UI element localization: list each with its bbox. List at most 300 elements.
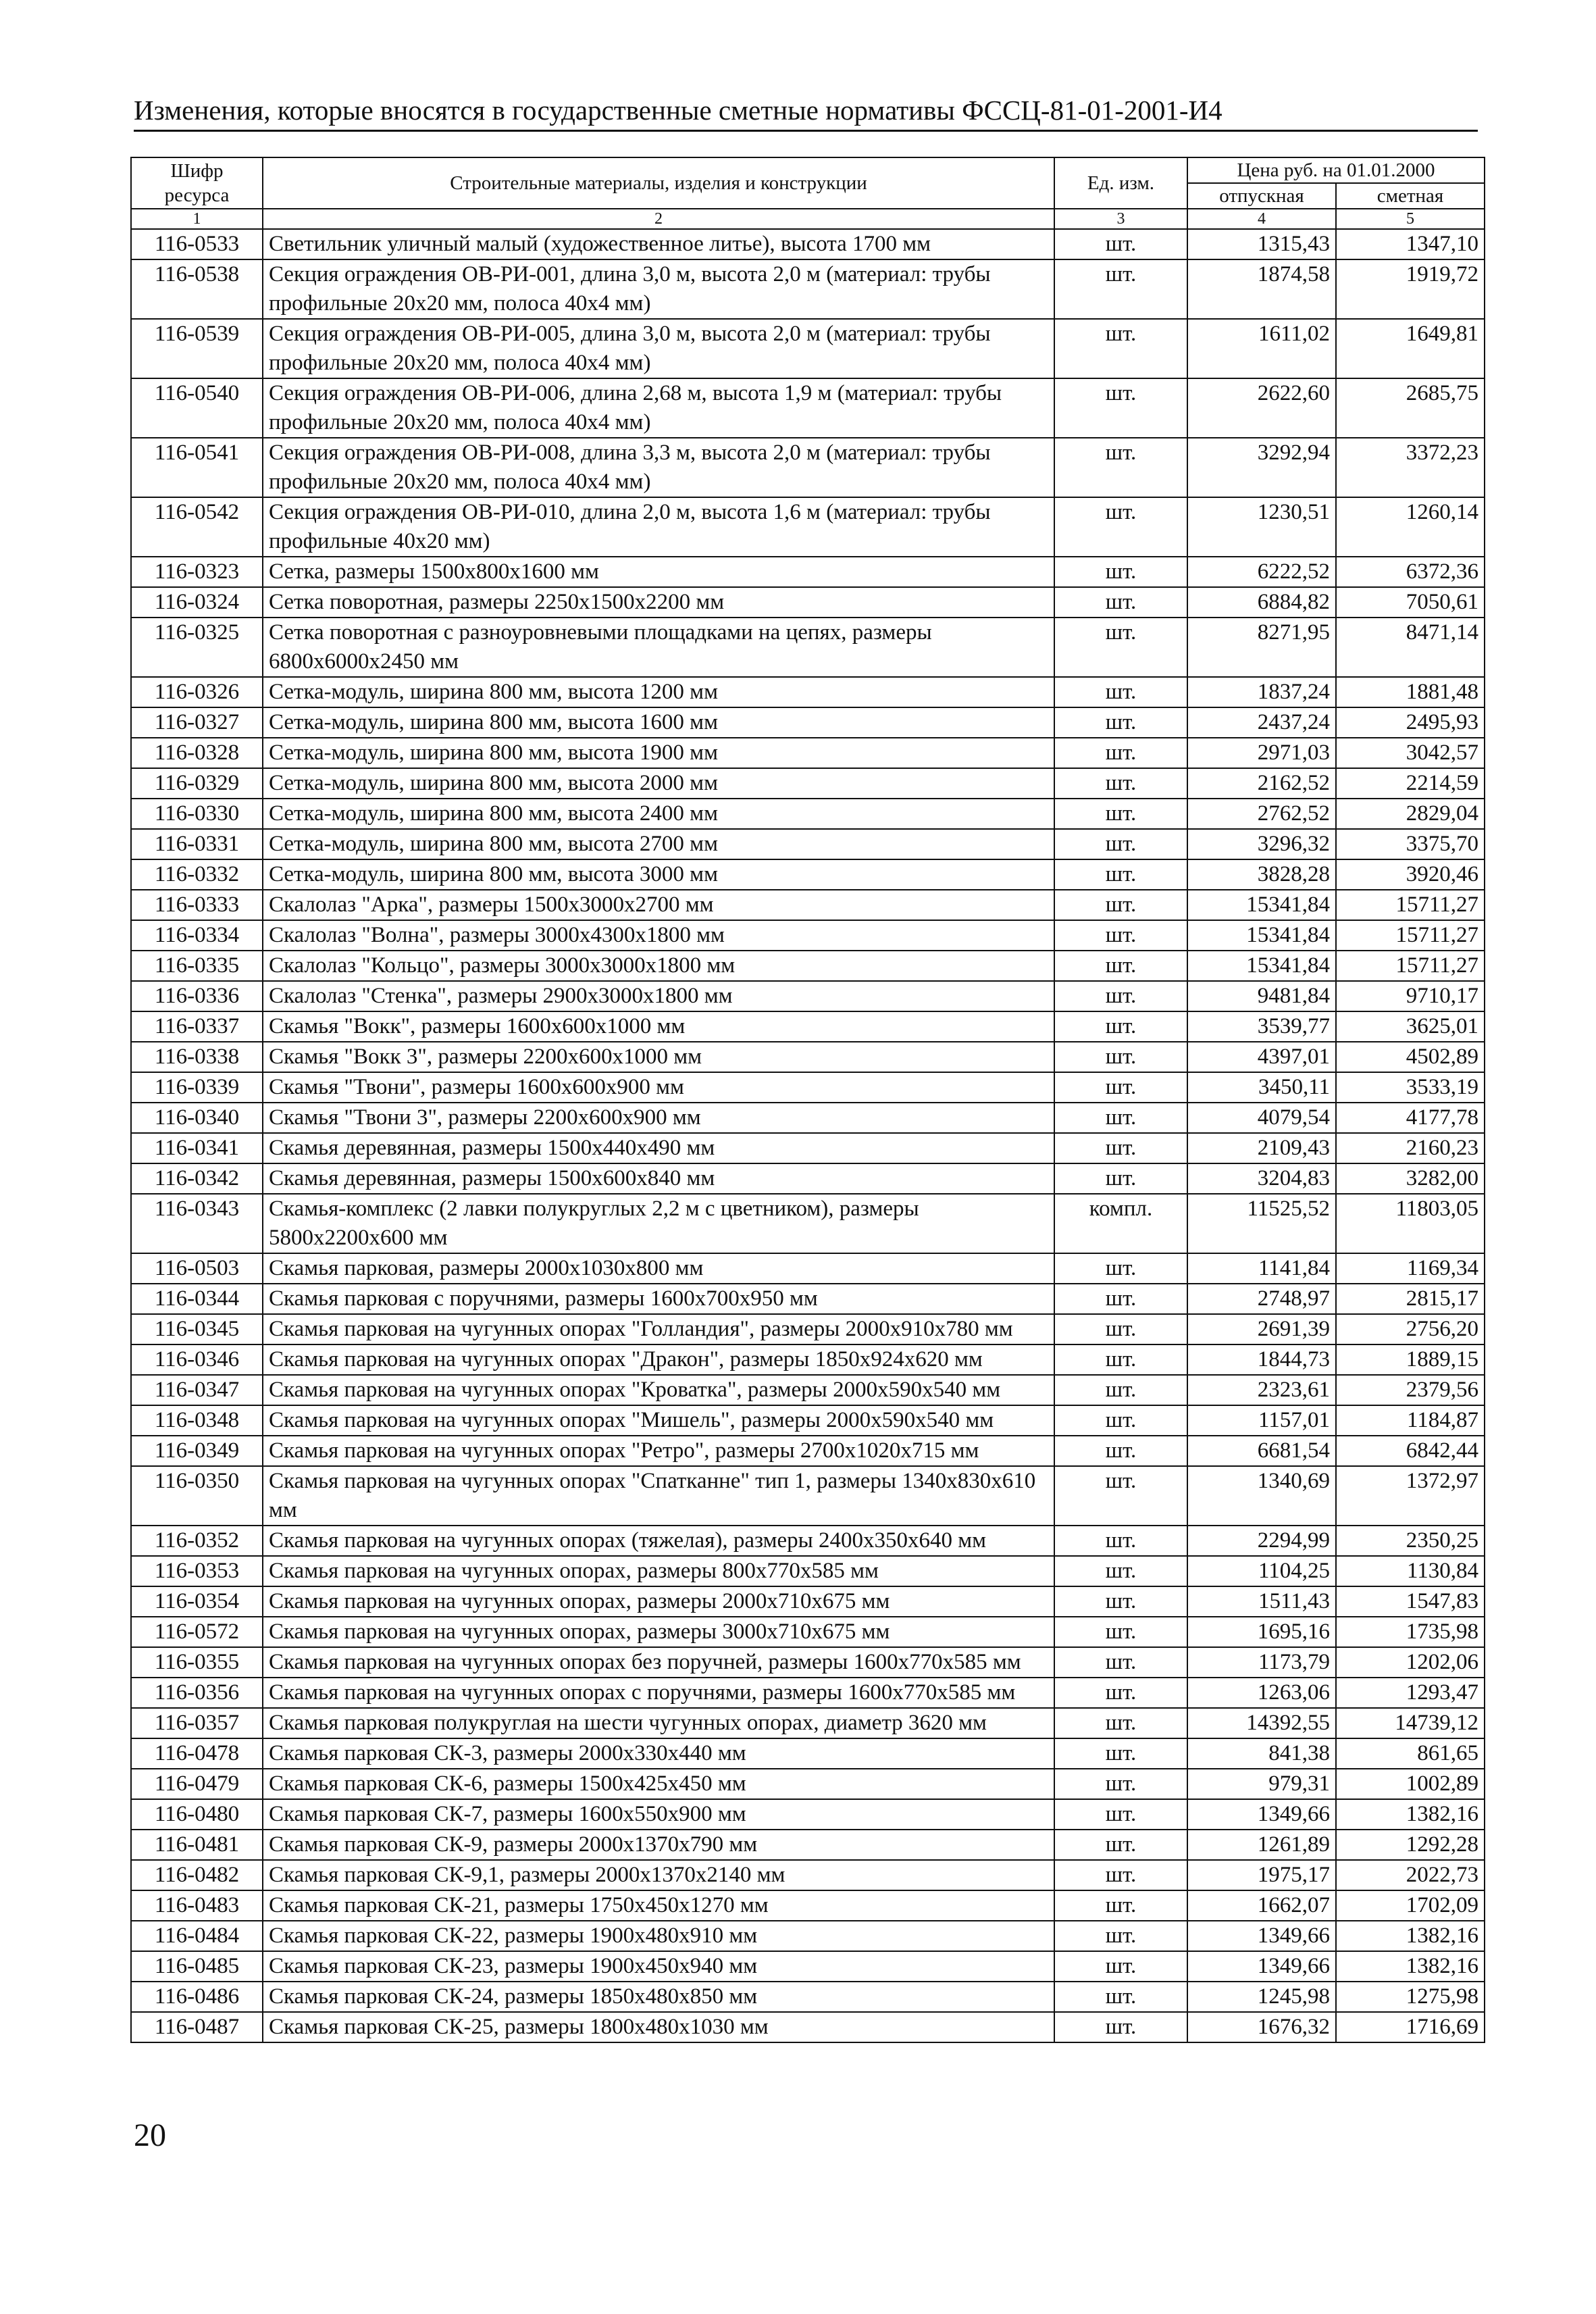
table-row — [131, 229, 1485, 259]
release-price: 3450,11 — [1187, 1072, 1336, 1103]
estimate-price: 11803,05 — [1336, 1194, 1485, 1253]
release-price: 1837,24 — [1187, 677, 1336, 707]
release-price: 3204,83 — [1187, 1163, 1336, 1194]
resource-code: 116-0487 — [131, 2012, 263, 2042]
material-name: Скамья парковая на чугунных опорах "Спатканне" тип 1, размеры 1340х830х610 мм — [263, 1466, 1054, 1526]
resource-code: 116-0354 — [131, 1586, 263, 1617]
estimate-price: 1260,14 — [1336, 497, 1485, 557]
estimate-price: 4502,89 — [1336, 1042, 1485, 1072]
estimate-price: 1889,15 — [1336, 1344, 1485, 1375]
resource-code: 116-0340 — [131, 1103, 263, 1133]
estimate-price: 1382,16 — [1336, 1951, 1485, 1982]
release-price: 1173,79 — [1187, 1647, 1336, 1678]
unit-of-measure: шт. — [1054, 1617, 1187, 1647]
release-price: 1261,89 — [1187, 1830, 1336, 1860]
estimate-price: 9710,17 — [1336, 981, 1485, 1011]
release-price: 2691,39 — [1187, 1314, 1336, 1344]
release-price: 4079,54 — [1187, 1103, 1336, 1133]
estimate-price: 2350,25 — [1336, 1526, 1485, 1556]
table-row — [131, 1890, 1485, 1921]
estimate-price: 15711,27 — [1336, 890, 1485, 920]
material-name: Сетка, размеры 1500х800х1600 мм — [263, 557, 1054, 587]
header-name: Строительные материалы, изделия и конструкции — [263, 157, 1054, 209]
material-name: Скамья "Твони 3", размеры 2200х600х900 мм — [263, 1103, 1054, 1133]
material-name: Скамья парковая СК-22, размеры 1900х480х910 мм — [263, 1921, 1054, 1951]
release-price: 2748,97 — [1187, 1284, 1336, 1314]
table-row — [131, 1436, 1485, 1466]
release-price: 6884,82 — [1187, 587, 1336, 618]
table-row — [131, 1951, 1485, 1982]
table-row — [131, 1556, 1485, 1586]
release-price: 1104,25 — [1187, 1556, 1336, 1586]
release-price: 1874,58 — [1187, 259, 1336, 319]
unit-of-measure: компл. — [1054, 1194, 1187, 1253]
material-name: Скамья "Твони", размеры 1600х600х900 мм — [263, 1072, 1054, 1103]
release-price: 3539,77 — [1187, 1011, 1336, 1042]
unit-of-measure: шт. — [1054, 981, 1187, 1011]
resource-code: 116-0329 — [131, 768, 263, 799]
table-row — [131, 497, 1485, 557]
resource-code: 116-0486 — [131, 1982, 263, 2012]
material-name: Сетка-модуль, ширина 800 мм, высота 1200 мм — [263, 677, 1054, 707]
estimate-price: 1130,84 — [1336, 1556, 1485, 1586]
resource-code: 116-0346 — [131, 1344, 263, 1375]
table-row — [131, 859, 1485, 890]
estimate-price: 2022,73 — [1336, 1860, 1485, 1890]
release-price: 1349,66 — [1187, 1799, 1336, 1830]
estimate-price: 3372,23 — [1336, 438, 1485, 497]
estimate-price: 2160,23 — [1336, 1133, 1485, 1163]
unit-of-measure: шт. — [1054, 1253, 1187, 1284]
release-price: 3296,32 — [1187, 829, 1336, 859]
material-name: Скамья парковая на чугунных опорах без поручней, размеры 1600х770х585 мм — [263, 1647, 1054, 1678]
material-name: Скамья парковая с поручнями, размеры 1600х700х950 мм — [263, 1284, 1054, 1314]
estimate-price: 1347,10 — [1336, 229, 1485, 259]
estimate-price: 1382,16 — [1336, 1921, 1485, 1951]
estimate-price: 1716,69 — [1336, 2012, 1485, 2042]
document-title: Изменения, которые вносятся в государственные сметные нормативы ФССЦ-81-01-2001-И4 — [134, 95, 1222, 126]
price-table — [130, 157, 1485, 2043]
table-row — [131, 1133, 1485, 1163]
resource-code: 116-0484 — [131, 1921, 263, 1951]
table-row — [131, 259, 1485, 319]
estimate-price: 1735,98 — [1336, 1617, 1485, 1647]
table-row — [131, 1799, 1485, 1830]
table-row — [131, 738, 1485, 768]
table-row — [131, 890, 1485, 920]
material-name: Скамья парковая СК-21, размеры 1750х450х1270 мм — [263, 1890, 1054, 1921]
table-row — [131, 1526, 1485, 1556]
unit-of-measure: шт. — [1054, 259, 1187, 319]
release-price: 2762,52 — [1187, 799, 1336, 829]
unit-of-measure: шт. — [1054, 618, 1187, 677]
column-number: 1 — [131, 209, 263, 229]
unit-of-measure: шт. — [1054, 799, 1187, 829]
estimate-price: 4177,78 — [1336, 1103, 1485, 1133]
unit-of-measure: шт. — [1054, 1526, 1187, 1556]
material-name: Скалолаз "Стенка", размеры 2900х3000х1800 мм — [263, 981, 1054, 1011]
estimate-price: 3920,46 — [1336, 859, 1485, 890]
estimate-price: 15711,27 — [1336, 951, 1485, 981]
material-name: Скалолаз "Волна", размеры 3000х4300х1800 мм — [263, 920, 1054, 951]
table-row — [131, 587, 1485, 618]
estimate-price: 1881,48 — [1336, 677, 1485, 707]
table-row — [131, 1466, 1485, 1526]
resource-code: 116-0540 — [131, 378, 263, 438]
estimate-price: 3625,01 — [1336, 1011, 1485, 1042]
material-name: Скамья парковая на чугунных опорах "Дракон", размеры 1850х924х620 мм — [263, 1344, 1054, 1375]
release-price: 841,38 — [1187, 1738, 1336, 1769]
table-row — [131, 920, 1485, 951]
material-name: Скамья парковая на чугунных опорах, размеры 2000х710х675 мм — [263, 1586, 1054, 1617]
release-price: 1844,73 — [1187, 1344, 1336, 1375]
resource-code: 116-0480 — [131, 1799, 263, 1830]
release-price: 2622,60 — [1187, 378, 1336, 438]
release-price: 15341,84 — [1187, 890, 1336, 920]
unit-of-measure: шт. — [1054, 859, 1187, 890]
unit-of-measure: шт. — [1054, 1436, 1187, 1466]
unit-of-measure: шт. — [1054, 1799, 1187, 1830]
estimate-price: 1372,97 — [1336, 1466, 1485, 1526]
table-row — [131, 1284, 1485, 1314]
estimate-price: 8471,14 — [1336, 618, 1485, 677]
table-row — [131, 557, 1485, 587]
resource-code: 116-0348 — [131, 1405, 263, 1436]
table-row — [131, 768, 1485, 799]
release-price: 3292,94 — [1187, 438, 1336, 497]
unit-of-measure: шт. — [1054, 1284, 1187, 1314]
table-row — [131, 438, 1485, 497]
estimate-price: 1184,87 — [1336, 1405, 1485, 1436]
material-name: Светильник уличный малый (художественное литье), высота 1700 мм — [263, 229, 1054, 259]
material-name: Сетка-модуль, ширина 800 мм, высота 2400 мм — [263, 799, 1054, 829]
column-number: 2 — [263, 209, 1054, 229]
resource-code: 116-0333 — [131, 890, 263, 920]
table-row — [131, 829, 1485, 859]
page-header — [134, 93, 1478, 132]
page-number: 20 — [134, 2117, 166, 2153]
table-row — [131, 378, 1485, 438]
resource-code: 116-0334 — [131, 920, 263, 951]
resource-code: 116-0479 — [131, 1769, 263, 1799]
resource-code: 116-0337 — [131, 1011, 263, 1042]
material-name: Секция ограждения ОВ-РИ-005, длина 3,0 м, высота 2,0 м (материал: трубы профильные 20х20 мм, полоса 40х4 мм) — [263, 319, 1054, 378]
resource-code: 116-0323 — [131, 557, 263, 587]
estimate-price: 1382,16 — [1336, 1799, 1485, 1830]
material-name: Секция ограждения ОВ-РИ-008, длина 3,3 м, высота 2,0 м (материал: трубы профильные 20х20 мм, полоса 40х4 мм) — [263, 438, 1054, 497]
material-name: Сетка поворотная с разноуровневыми площадками на цепях, размеры 6800х6000х2450 мм — [263, 618, 1054, 677]
material-name: Скамья парковая на чугунных опорах с поручнями, размеры 1600х770х585 мм — [263, 1678, 1054, 1708]
release-price: 2323,61 — [1187, 1375, 1336, 1405]
release-price: 1511,43 — [1187, 1586, 1336, 1617]
release-price: 8271,95 — [1187, 618, 1336, 677]
estimate-price: 1547,83 — [1336, 1586, 1485, 1617]
unit-of-measure: шт. — [1054, 1951, 1187, 1982]
unit-of-measure: шт. — [1054, 829, 1187, 859]
resource-code: 116-0533 — [131, 229, 263, 259]
unit-of-measure: шт. — [1054, 768, 1187, 799]
unit-of-measure: шт. — [1054, 497, 1187, 557]
unit-of-measure: шт. — [1054, 1375, 1187, 1405]
material-name: Скамья парковая СК-25, размеры 1800х480х1030 мм — [263, 2012, 1054, 2042]
table-row — [131, 1375, 1485, 1405]
estimate-price: 1292,28 — [1336, 1830, 1485, 1860]
table-row — [131, 1830, 1485, 1860]
release-price: 1157,01 — [1187, 1405, 1336, 1436]
unit-of-measure: шт. — [1054, 1103, 1187, 1133]
unit-of-measure: шт. — [1054, 319, 1187, 378]
table-row — [131, 1072, 1485, 1103]
column-number-row — [131, 209, 1485, 229]
estimate-price: 2495,93 — [1336, 707, 1485, 738]
release-price: 1230,51 — [1187, 497, 1336, 557]
header-price-group: Цена руб. на 01.01.2000 — [1187, 157, 1485, 183]
table-row — [131, 951, 1485, 981]
table-row — [131, 1708, 1485, 1738]
release-price: 1349,66 — [1187, 1951, 1336, 1982]
release-price: 9481,84 — [1187, 981, 1336, 1011]
estimate-price: 6372,36 — [1336, 557, 1485, 587]
estimate-price: 3042,57 — [1336, 738, 1485, 768]
unit-of-measure: шт. — [1054, 1133, 1187, 1163]
release-price: 1975,17 — [1187, 1860, 1336, 1890]
resource-code: 116-0347 — [131, 1375, 263, 1405]
estimate-price: 1002,89 — [1336, 1769, 1485, 1799]
column-number: 5 — [1336, 209, 1485, 229]
table-row — [131, 1011, 1485, 1042]
release-price: 1340,69 — [1187, 1466, 1336, 1526]
table-row — [131, 1344, 1485, 1375]
unit-of-measure: шт. — [1054, 557, 1187, 587]
unit-of-measure: шт. — [1054, 1314, 1187, 1344]
release-price: 15341,84 — [1187, 951, 1336, 981]
column-number: 3 — [1054, 209, 1187, 229]
material-name: Скалолаз "Кольцо", размеры 3000х3000х1800 мм — [263, 951, 1054, 981]
unit-of-measure: шт. — [1054, 1344, 1187, 1375]
material-name: Сетка-модуль, ширина 800 мм, высота 1900 мм — [263, 738, 1054, 768]
header-price-release: отпускная — [1187, 183, 1336, 209]
material-name: Скамья парковая СК-24, размеры 1850х480х850 мм — [263, 1982, 1054, 2012]
release-price: 1141,84 — [1187, 1253, 1336, 1284]
material-name: Сетка-модуль, ширина 800 мм, высота 2700 мм — [263, 829, 1054, 859]
release-price: 6681,54 — [1187, 1436, 1336, 1466]
resource-code: 116-0485 — [131, 1951, 263, 1982]
unit-of-measure: шт. — [1054, 438, 1187, 497]
material-name: Сетка-модуль, ширина 800 мм, высота 3000 мм — [263, 859, 1054, 890]
resource-code: 116-0326 — [131, 677, 263, 707]
material-name: Скалолаз "Арка", размеры 1500х3000х2700 мм — [263, 890, 1054, 920]
material-name: Скамья парковая на чугунных опорах "Кроватка", размеры 2000х590х540 мм — [263, 1375, 1054, 1405]
resource-code: 116-0356 — [131, 1678, 263, 1708]
unit-of-measure: шт. — [1054, 1647, 1187, 1678]
resource-code: 116-0325 — [131, 618, 263, 677]
table-row — [131, 1194, 1485, 1253]
release-price: 1662,07 — [1187, 1890, 1336, 1921]
release-price: 2162,52 — [1187, 768, 1336, 799]
table-row — [131, 707, 1485, 738]
table-row — [131, 2012, 1485, 2042]
material-name: Скамья парковая на чугунных опорах, размеры 3000х710х675 мм — [263, 1617, 1054, 1647]
estimate-price: 2815,17 — [1336, 1284, 1485, 1314]
unit-of-measure: шт. — [1054, 378, 1187, 438]
estimate-price: 1702,09 — [1336, 1890, 1485, 1921]
resource-code: 116-0478 — [131, 1738, 263, 1769]
unit-of-measure: шт. — [1054, 229, 1187, 259]
release-price: 15341,84 — [1187, 920, 1336, 951]
material-name: Скамья парковая полукруглая на шести чугунных опорах, диаметр 3620 мм — [263, 1708, 1054, 1738]
table-row — [131, 677, 1485, 707]
material-name: Сетка поворотная, размеры 2250х1500х2200 мм — [263, 587, 1054, 618]
release-price: 1315,43 — [1187, 229, 1336, 259]
material-name: Скамья парковая СК-3, размеры 2000х330х440 мм — [263, 1738, 1054, 1769]
estimate-price: 2756,20 — [1336, 1314, 1485, 1344]
material-name: Скамья парковая на чугунных опорах "Мишель", размеры 2000х590х540 мм — [263, 1405, 1054, 1436]
unit-of-measure: шт. — [1054, 951, 1187, 981]
material-name: Скамья "Вокк 3", размеры 2200х600х1000 мм — [263, 1042, 1054, 1072]
table-row — [131, 799, 1485, 829]
resource-code: 116-0343 — [131, 1194, 263, 1253]
material-name: Секция ограждения ОВ-РИ-010, длина 2,0 м, высота 1,6 м (материал: трубы профильные 40х20 мм) — [263, 497, 1054, 557]
resource-code: 116-0344 — [131, 1284, 263, 1314]
unit-of-measure: шт. — [1054, 1556, 1187, 1586]
release-price: 11525,52 — [1187, 1194, 1336, 1253]
table-row — [131, 1253, 1485, 1284]
unit-of-measure: шт. — [1054, 1890, 1187, 1921]
release-price: 2109,43 — [1187, 1133, 1336, 1163]
material-name: Скамья парковая, размеры 2000х1030х800 мм — [263, 1253, 1054, 1284]
unit-of-measure: шт. — [1054, 1982, 1187, 2012]
unit-of-measure: шт. — [1054, 1072, 1187, 1103]
resource-code: 116-0339 — [131, 1072, 263, 1103]
table-row — [131, 1738, 1485, 1769]
material-name: Скамья парковая СК-9,1, размеры 2000х1370х2140 мм — [263, 1860, 1054, 1890]
column-number: 4 — [1187, 209, 1336, 229]
estimate-price: 14739,12 — [1336, 1708, 1485, 1738]
resource-code: 116-0336 — [131, 981, 263, 1011]
resource-code: 116-0357 — [131, 1708, 263, 1738]
resource-code: 116-0341 — [131, 1133, 263, 1163]
resource-code: 116-0353 — [131, 1556, 263, 1586]
estimate-price: 3375,70 — [1336, 829, 1485, 859]
unit-of-measure: шт. — [1054, 587, 1187, 618]
resource-code: 116-0342 — [131, 1163, 263, 1194]
release-price: 1676,32 — [1187, 2012, 1336, 2042]
header-unit: Ед. изм. — [1054, 157, 1187, 209]
resource-code: 116-0481 — [131, 1830, 263, 1860]
unit-of-measure: шт. — [1054, 1011, 1187, 1042]
table-row — [131, 1586, 1485, 1617]
resource-code: 116-0324 — [131, 587, 263, 618]
estimate-price: 15711,27 — [1336, 920, 1485, 951]
material-name: Скамья деревянная, размеры 1500х600х840 мм — [263, 1163, 1054, 1194]
material-name: Скамья парковая СК-6, размеры 1500х425х450 мм — [263, 1769, 1054, 1799]
resource-code: 116-0350 — [131, 1466, 263, 1526]
release-price: 6222,52 — [1187, 557, 1336, 587]
resource-code: 116-0338 — [131, 1042, 263, 1072]
resource-code: 116-0572 — [131, 1617, 263, 1647]
table-row — [131, 1982, 1485, 2012]
table-row — [131, 1314, 1485, 1344]
material-name: Скамья деревянная, размеры 1500х440х490 мм — [263, 1133, 1054, 1163]
table-row — [131, 1103, 1485, 1133]
release-price: 2294,99 — [1187, 1526, 1336, 1556]
release-price: 14392,55 — [1187, 1708, 1336, 1738]
table-row — [131, 1617, 1485, 1647]
material-name: Сетка-модуль, ширина 800 мм, высота 2000 мм — [263, 768, 1054, 799]
table-row — [131, 618, 1485, 677]
resource-code: 116-0327 — [131, 707, 263, 738]
unit-of-measure: шт. — [1054, 677, 1187, 707]
unit-of-measure: шт. — [1054, 1405, 1187, 1436]
estimate-price: 1202,06 — [1336, 1647, 1485, 1678]
table-row — [131, 319, 1485, 378]
estimate-price: 2214,59 — [1336, 768, 1485, 799]
material-name: Скамья парковая СК-7, размеры 1600х550х900 мм — [263, 1799, 1054, 1830]
header-code: Шифр ресурса — [131, 157, 263, 209]
material-name: Скамья парковая на чугунных опорах (тяжелая), размеры 2400х350х640 мм — [263, 1526, 1054, 1556]
table-row — [131, 1678, 1485, 1708]
unit-of-measure: шт. — [1054, 1830, 1187, 1860]
unit-of-measure: шт. — [1054, 1163, 1187, 1194]
estimate-price: 7050,61 — [1336, 587, 1485, 618]
resource-code: 116-0538 — [131, 259, 263, 319]
estimate-price: 1169,34 — [1336, 1253, 1485, 1284]
estimate-price: 1649,81 — [1336, 319, 1485, 378]
release-price: 1611,02 — [1187, 319, 1336, 378]
release-price: 4397,01 — [1187, 1042, 1336, 1072]
resource-code: 116-0330 — [131, 799, 263, 829]
estimate-price: 6842,44 — [1336, 1436, 1485, 1466]
resource-code: 116-0539 — [131, 319, 263, 378]
unit-of-measure: шт. — [1054, 738, 1187, 768]
release-price: 3828,28 — [1187, 859, 1336, 890]
estimate-price: 1293,47 — [1336, 1678, 1485, 1708]
unit-of-measure: шт. — [1054, 890, 1187, 920]
release-price: 2971,03 — [1187, 738, 1336, 768]
resource-code: 116-0352 — [131, 1526, 263, 1556]
release-price: 1245,98 — [1187, 1982, 1336, 2012]
table-row — [131, 981, 1485, 1011]
estimate-price: 1919,72 — [1336, 259, 1485, 319]
unit-of-measure: шт. — [1054, 2012, 1187, 2042]
unit-of-measure: шт. — [1054, 1586, 1187, 1617]
unit-of-measure: шт. — [1054, 707, 1187, 738]
estimate-price: 2379,56 — [1336, 1375, 1485, 1405]
resource-code: 116-0328 — [131, 738, 263, 768]
table-row — [131, 1769, 1485, 1799]
material-name: Скамья парковая на чугунных опорах, размеры 800х770х585 мм — [263, 1556, 1054, 1586]
material-name: Сетка-модуль, ширина 800 мм, высота 1600 мм — [263, 707, 1054, 738]
table-row — [131, 1042, 1485, 1072]
resource-code: 116-0332 — [131, 859, 263, 890]
resource-code: 116-0483 — [131, 1890, 263, 1921]
release-price: 2437,24 — [1187, 707, 1336, 738]
table-row — [131, 1405, 1485, 1436]
unit-of-measure: шт. — [1054, 1769, 1187, 1799]
table-row — [131, 1163, 1485, 1194]
material-name: Скамья парковая СК-23, размеры 1900х450х940 мм — [263, 1951, 1054, 1982]
resource-code: 116-0541 — [131, 438, 263, 497]
material-name: Секция ограждения ОВ-РИ-006, длина 2,68 м, высота 1,9 м (материал: трубы профильные 20х20 мм, полоса 40х4 мм) — [263, 378, 1054, 438]
unit-of-measure: шт. — [1054, 1708, 1187, 1738]
release-price: 1263,06 — [1187, 1678, 1336, 1708]
release-price: 1349,66 — [1187, 1921, 1336, 1951]
table-row — [131, 1921, 1485, 1951]
resource-code: 116-0503 — [131, 1253, 263, 1284]
table-row — [131, 1860, 1485, 1890]
material-name: Скамья парковая на чугунных опорах "Голландия", размеры 2000х910х780 мм — [263, 1314, 1054, 1344]
resource-code: 116-0542 — [131, 497, 263, 557]
